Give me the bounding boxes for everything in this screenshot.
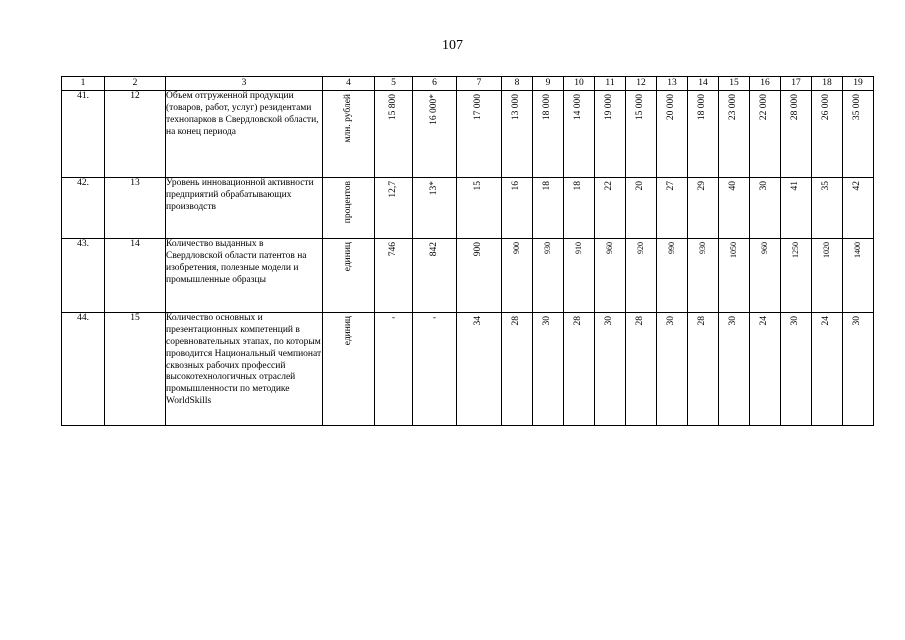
value-label: 15 800 [387, 94, 398, 121]
value-cell [657, 239, 688, 313]
value-label: 900 [473, 242, 484, 257]
column-header-14: 14 [688, 77, 719, 91]
column-header-17: 17 [781, 77, 812, 91]
unit-label: млн. рублей [342, 94, 353, 143]
row-number: 41. [62, 91, 105, 178]
value-cell [626, 91, 657, 178]
value-label: 17 000 [473, 94, 484, 121]
value-label: 930 [543, 242, 553, 254]
row-index: 13 [105, 178, 166, 239]
value-cell [688, 91, 719, 178]
value-cell [564, 91, 595, 178]
value-label: 18 [573, 181, 584, 191]
value-label: 1250 [791, 242, 801, 258]
value-label: 35 000 [852, 94, 863, 121]
value-label: 22 [604, 181, 615, 191]
value-cell [657, 178, 688, 239]
value-label: 746 [387, 242, 398, 257]
value-label: 20 [635, 181, 646, 191]
value-cell [595, 91, 626, 178]
table-row [62, 313, 874, 426]
value-cell [564, 178, 595, 239]
value-cell [657, 313, 688, 426]
value-label: 24 [759, 316, 770, 326]
column-header-10: 10 [564, 77, 595, 91]
header-row [62, 77, 874, 91]
table-row [62, 239, 874, 313]
value-label: 16 [511, 181, 522, 191]
value-label: 16 000* [428, 94, 439, 125]
unit-label: единиц [342, 316, 353, 346]
value-label: 30 [728, 316, 739, 326]
column-header-5: 5 [375, 77, 413, 91]
value-cell [533, 313, 564, 426]
value-cell [657, 91, 688, 178]
value-cell [533, 178, 564, 239]
value-label: 18 000 [542, 94, 553, 121]
column-header-11: 11 [595, 77, 626, 91]
value-cell [781, 178, 812, 239]
value-label: 910 [574, 242, 584, 254]
value-label: 930 [698, 242, 708, 254]
value-cell [502, 91, 533, 178]
value-cell [812, 91, 843, 178]
column-header-18: 18 [812, 77, 843, 91]
value-cell [502, 313, 533, 426]
row-number: 44. [62, 313, 105, 426]
value-cell [719, 178, 750, 239]
value-label: 920 [636, 242, 646, 254]
value-cell [457, 239, 502, 313]
row-number: 43. [62, 239, 105, 313]
value-label: 28 [511, 316, 522, 326]
column-header-13: 13 [657, 77, 688, 91]
row-number: 42. [62, 178, 105, 239]
value-cell [533, 239, 564, 313]
value-label: 15 [473, 181, 484, 191]
value-cell [719, 313, 750, 426]
value-cell [413, 239, 457, 313]
value-cell [750, 313, 781, 426]
value-cell [719, 239, 750, 313]
value-cell: - [375, 313, 413, 426]
value-cell [595, 178, 626, 239]
value-label: 18 000 [697, 94, 708, 121]
indicator-name: Объем отгруженной продукции (товаров, работ, услуг) резидентами технопарков в Свердловской области, на конец периода [166, 91, 323, 178]
value-cell [564, 313, 595, 426]
table-row [62, 91, 874, 178]
value-label: 13 000 [511, 94, 522, 121]
column-header-19: 19 [843, 77, 874, 91]
value-label: 26 000 [821, 94, 832, 121]
value-label: 900 [512, 242, 522, 254]
unit-cell [323, 239, 375, 313]
value-cell [626, 178, 657, 239]
value-cell [375, 91, 413, 178]
value-label: 960 [605, 242, 615, 254]
value-cell [502, 239, 533, 313]
indicator-name: Количество основных и презентационных компетенций в соревновательных этапах, по которым проводится Национальный чемпионат сквозных рабочих профессий высокотехнологичных отраслей промышленности по методике WorldSkills [166, 313, 323, 426]
value-label: 30 [852, 316, 863, 326]
value-label: 28 [697, 316, 708, 326]
indicators-table [61, 76, 874, 426]
page-number: 107 [442, 38, 463, 53]
value-cell [688, 313, 719, 426]
value-cell [688, 239, 719, 313]
column-header-9: 9 [533, 77, 564, 91]
value-cell [812, 178, 843, 239]
value-cell [375, 239, 413, 313]
value-cell [626, 239, 657, 313]
column-header-16: 16 [750, 77, 781, 91]
value-cell [843, 178, 874, 239]
value-cell [781, 239, 812, 313]
value-cell [626, 313, 657, 426]
column-header-4: 4 [323, 77, 375, 91]
value-label: 29 [697, 181, 708, 191]
value-label: 19 000 [604, 94, 615, 121]
column-header-12: 12 [626, 77, 657, 91]
value-cell [750, 91, 781, 178]
value-label: 24 [821, 316, 832, 326]
value-cell [750, 178, 781, 239]
unit-cell [323, 313, 375, 426]
column-header-6: 6 [413, 77, 457, 91]
value-label: 30 [542, 316, 553, 326]
value-cell [781, 313, 812, 426]
value-cell [564, 239, 595, 313]
column-header-1: 1 [62, 77, 105, 91]
unit-cell [323, 91, 375, 178]
value-cell: - [413, 313, 457, 426]
value-label: 842 [428, 242, 439, 257]
value-cell [843, 91, 874, 178]
unit-label: единиц [342, 242, 353, 272]
value-label: 28 [573, 316, 584, 326]
column-header-2: 2 [105, 77, 166, 91]
value-cell [413, 178, 457, 239]
value-cell [413, 91, 457, 178]
value-label: 27 [666, 181, 677, 191]
value-label: 1050 [729, 242, 739, 258]
value-cell [457, 313, 502, 426]
value-label: 18 [542, 181, 553, 191]
value-cell [595, 313, 626, 426]
unit-cell [323, 178, 375, 239]
column-header-7: 7 [457, 77, 502, 91]
value-label: 13* [428, 181, 439, 196]
value-label: 14 000 [573, 94, 584, 121]
value-cell [812, 239, 843, 313]
value-label: 20 000 [666, 94, 677, 121]
value-label: 42 [852, 181, 863, 191]
value-label: 28 [635, 316, 646, 326]
indicator-name: Уровень инновационной активности предприятий обрабатывающих производств [166, 178, 323, 239]
value-cell [457, 91, 502, 178]
value-cell [750, 239, 781, 313]
row-index: 12 [105, 91, 166, 178]
value-label: 28 000 [790, 94, 801, 121]
value-cell [457, 178, 502, 239]
value-label: 960 [760, 242, 770, 254]
value-cell [719, 91, 750, 178]
table-row [62, 178, 874, 239]
value-label: 30 [790, 316, 801, 326]
column-header-15: 15 [719, 77, 750, 91]
value-label: 30 [759, 181, 770, 191]
unit-label: процентов [342, 181, 353, 224]
value-label: 35 [821, 181, 832, 191]
value-label: 990 [667, 242, 677, 254]
value-cell [843, 313, 874, 426]
value-cell [595, 239, 626, 313]
row-index: 14 [105, 239, 166, 313]
value-label: 22 000 [759, 94, 770, 121]
row-index: 15 [105, 313, 166, 426]
value-cell [375, 178, 413, 239]
value-label: 23 000 [728, 94, 739, 121]
value-cell [843, 239, 874, 313]
value-cell [688, 178, 719, 239]
value-cell [781, 91, 812, 178]
value-label: 1400 [853, 242, 863, 258]
value-label: 1020 [822, 242, 832, 258]
value-label: 41 [790, 181, 801, 191]
value-label: 15 000 [635, 94, 646, 121]
value-label: 34 [473, 316, 484, 326]
value-cell [533, 91, 564, 178]
value-cell [502, 178, 533, 239]
value-label: 30 [666, 316, 677, 326]
value-label: 30 [604, 316, 615, 326]
column-header-8: 8 [502, 77, 533, 91]
column-header-3: 3 [166, 77, 323, 91]
value-label: 40 [728, 181, 739, 191]
value-label: 12,7 [387, 181, 398, 198]
value-cell [812, 313, 843, 426]
indicator-name: Количество выданных в Свердловской области патентов на изобретения, полезные модели и промышленные образцы [166, 239, 323, 313]
